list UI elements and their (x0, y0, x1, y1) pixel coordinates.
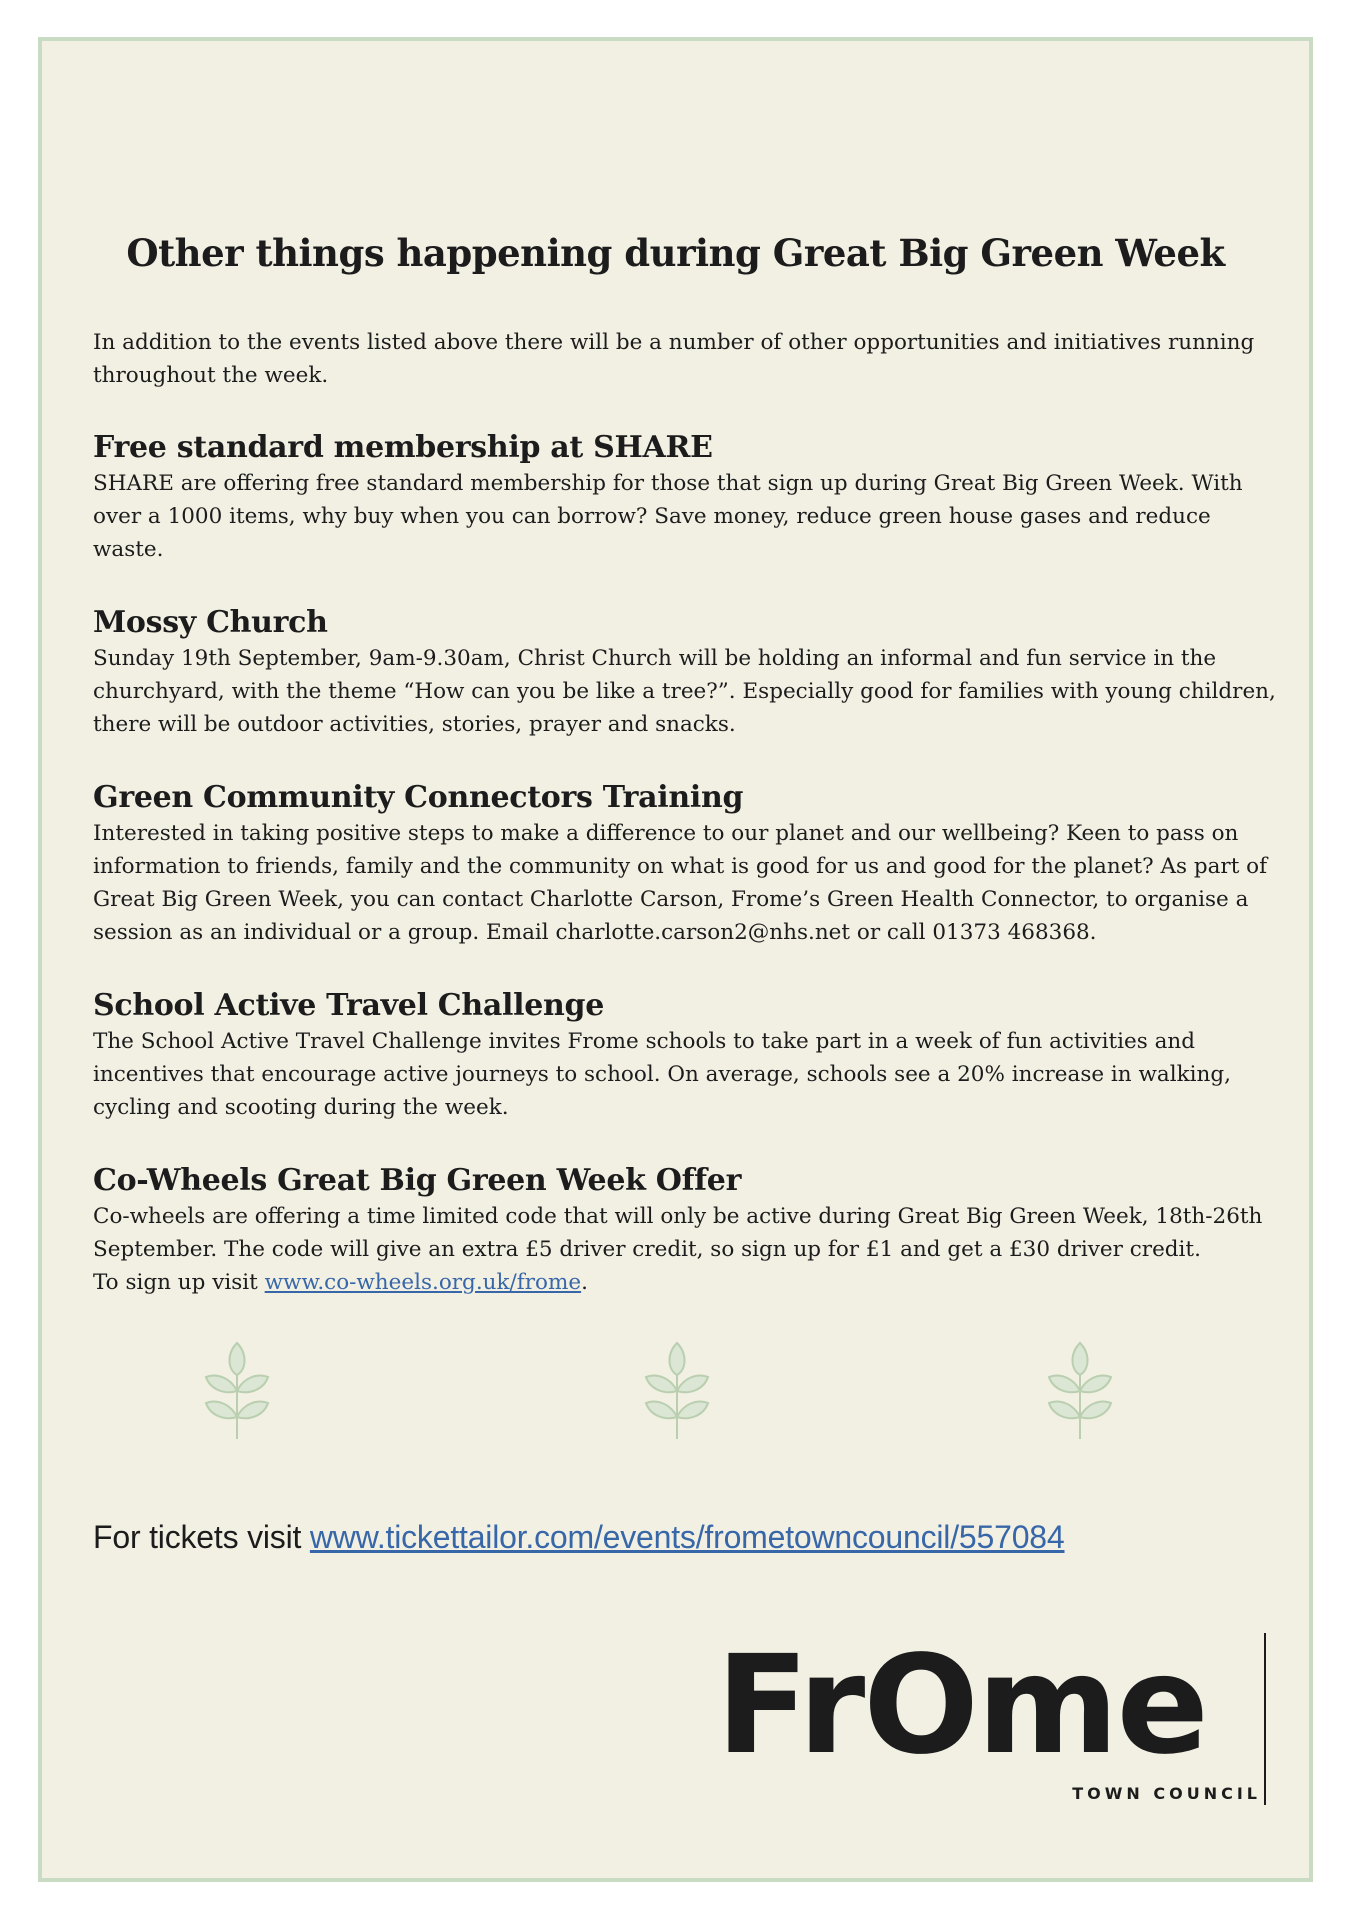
section-body: Co-wheels are offering a time limited code that will only be active during Great Big Green Week, 18th-26th September. The code will give an extra £5 driver credit, so sign up for £1 and get a £30 driver credit. (93, 1204, 1263, 1262)
leaf-sprig-icon (632, 1341, 722, 1441)
section-co-wheels (93, 1162, 1283, 1299)
leaf-sprig-icon (192, 1341, 282, 1441)
logo-wordmark: FrOme (716, 1627, 1207, 1785)
section-share (93, 429, 1283, 566)
content (93, 326, 1283, 1337)
tickets-link[interactable]: www.tickettailor.com/events/frometowncouncil/557084 (309, 1519, 1065, 1555)
signup-prefix: To sign up visit (93, 1270, 265, 1295)
tickets-line (93, 1519, 1065, 1556)
section-body: The School Active Travel Challenge invites Frome schools to take part in a week of fun activities and incentives that encourage active journeys to school. On average, schools see a 20% increase in walking, cycling and scooting during the week. (93, 1029, 1231, 1120)
section-heading: Co-Wheels Great Big Green Week Offer (93, 1163, 742, 1198)
leaf-sprig-icon (1035, 1341, 1125, 1441)
logo-subtitle: TOWN COUNCIL (1072, 1784, 1261, 1803)
tickets-prefix: For tickets visit (93, 1519, 310, 1555)
section-active-travel (93, 987, 1283, 1124)
intro-text: In addition to the events listed above there will be a number of other opportunities and initiatives running throughout the week. (93, 330, 1255, 388)
page-title: Other things happening during Great Big Green Week (126, 231, 1225, 275)
section-green-connectors (93, 779, 1283, 949)
signup-line (93, 1266, 1283, 1299)
poster-page (38, 37, 1313, 1882)
section-heading: Green Community Connectors Training (93, 780, 744, 815)
signup-suffix: . (581, 1270, 588, 1295)
section-heading: Mossy Church (93, 605, 328, 640)
section-body: Interested in taking positive steps to make a difference to our planet and our wellbeing? Keen to pass on information to friends, family and the community on what is good for us and good for the planet? As part of Great Big Green Week, you can contact Charlotte Carson, Frome’s Green Health Connector, to organise a session as an individual or a group. Email charlotte.carson2@nhs.net or call 01373 468368. (93, 821, 1268, 945)
section-body: Sunday 19th September, 9am-9.30am, Christ Church will be holding an informal and fun service in the churchyard, with the theme “How can you be like a tree?”. Especially good for families with young children, there will be outdoor activities, stories, prayer and snacks. (93, 646, 1276, 737)
frome-town-council-logo (716, 1627, 1291, 1811)
leaf-decorations (42, 1341, 1309, 1461)
section-heading: Free standard membership at SHARE (93, 430, 713, 465)
logo-divider (1264, 1633, 1266, 1805)
section-mossy-church (93, 604, 1283, 741)
section-body: SHARE are offering free standard membership for those that sign up during Great Big Green Week. With over a 1000 items, why buy when you can borrow? Save money, reduce green house gases and reduce waste. (93, 471, 1243, 562)
section-heading: School Active Travel Challenge (93, 988, 604, 1023)
co-wheels-link[interactable]: www.co-wheels.org.uk/frome (264, 1270, 582, 1295)
